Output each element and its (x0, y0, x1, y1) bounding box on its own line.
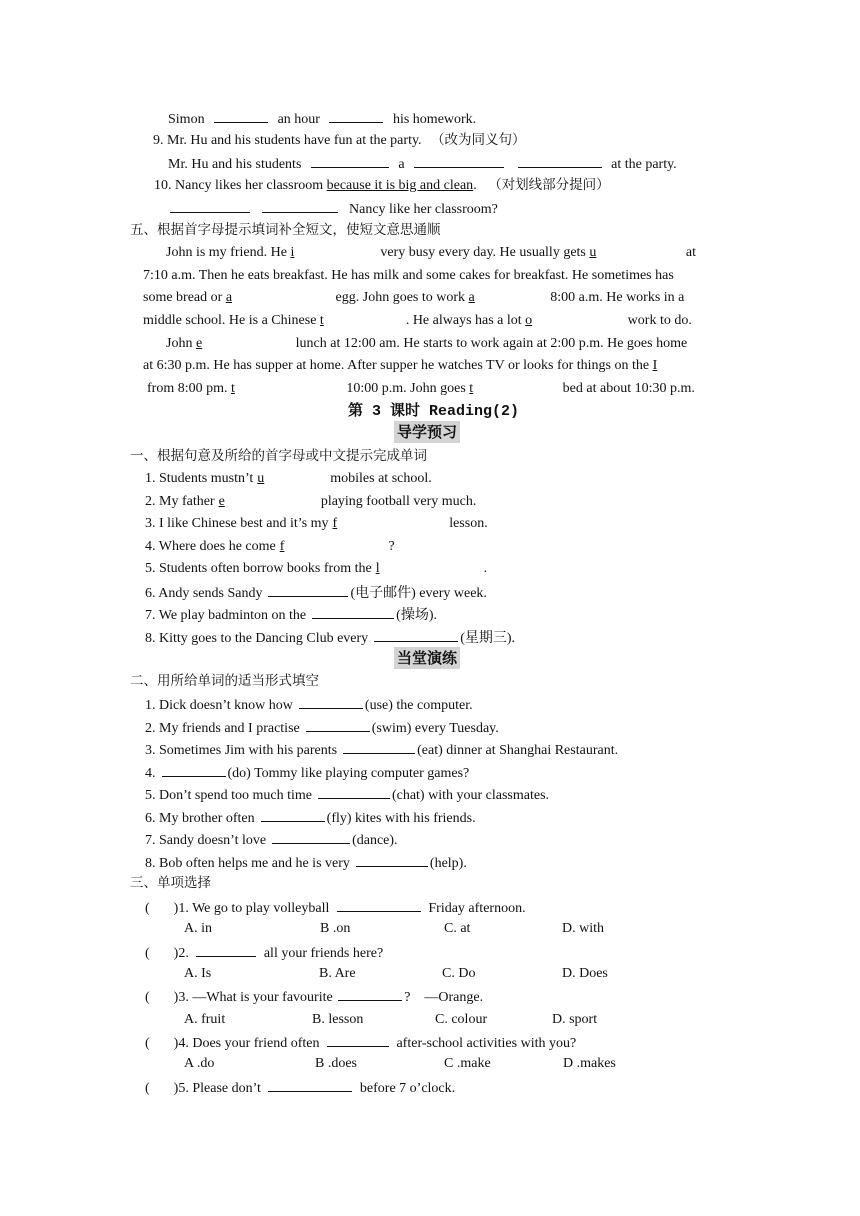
passage-line: some bread or a egg. John goes to work a 8:00 a.m. He works in a (143, 290, 685, 305)
answer-blank[interactable]: f (332, 516, 338, 531)
exercise-item: 5. Don’t spend too much time (chat) with your classmates. (145, 784, 549, 806)
section-heading: 二、用所给单词的适当形式填空 (130, 673, 319, 689)
option[interactable]: C. at (444, 921, 471, 936)
exercise-item: 4. (do) Tommy like playing computer games? (145, 762, 469, 784)
answer-blank[interactable] (214, 108, 268, 123)
answer-blank[interactable] (306, 717, 370, 732)
answer-blank[interactable] (312, 604, 394, 619)
letter-blank[interactable]: t (319, 313, 324, 328)
option[interactable]: B .on (320, 921, 351, 936)
answer-blank[interactable] (518, 153, 602, 168)
letter-blank[interactable]: u (589, 245, 597, 260)
section-box-practice: 当堂演练 (394, 647, 460, 669)
letter-blank[interactable]: i (290, 245, 295, 260)
option[interactable]: B. Are (319, 966, 356, 981)
exercise-item: 6. Andy sends Sandy (电子邮件) every week. (145, 582, 487, 604)
answer-blank[interactable] (261, 807, 325, 822)
option[interactable]: D. with (562, 921, 604, 936)
exercise-item: 1. Students mustn’t u mobiles at school. (145, 471, 432, 486)
letter-blank[interactable]: a (225, 290, 233, 305)
exercise-item: 1. Dick doesn’t know how (use) the computer. (145, 694, 473, 716)
exercise-item: 2. My father e playing football very much. (145, 493, 477, 509)
answer-blank[interactable] (374, 627, 458, 642)
option[interactable]: B .does (315, 1056, 357, 1071)
exercise-item: 4. Where does he come f ? (145, 538, 395, 554)
letter-blank[interactable]: I (652, 358, 658, 373)
letter-blank[interactable]: t (469, 381, 474, 396)
answer-blank[interactable] (262, 198, 338, 213)
letter-blank[interactable]: t (231, 381, 235, 396)
mc-question: ( )1. We go to play volleyball Friday afternoon. (145, 897, 526, 919)
passage-line: at 6:30 p.m. He has supper at home. After supper he watches TV or looks for things on the I (143, 356, 683, 376)
passage-line: middle school. He is a Chinese t . He always has a lot o work to do. (143, 313, 692, 328)
exercise-item: 6. My brother often (fly) kites with his friends. (145, 807, 476, 829)
exercise-item: 8. Bob often helps me and he is very (help). (145, 852, 467, 874)
answer-blank[interactable] (268, 582, 348, 597)
section-heading: 一、根据句意及所给的首字母或中文提示完成单词 (130, 448, 427, 464)
passage-line: John e lunch at 12:00 am. He starts to work again at 2:00 p.m. He goes home (166, 336, 688, 351)
answer-row-10: Nancy like her classroom? (170, 198, 498, 220)
option[interactable]: A. in (184, 921, 212, 936)
letter-blank[interactable]: a (468, 290, 475, 305)
answer-blank[interactable]: l (375, 561, 380, 576)
passage-line: from 8:00 pm. t 10:00 p.m. John goes t bed at about 10:30 p.m. (147, 381, 695, 396)
option[interactable]: D .makes (563, 1056, 616, 1071)
answer-blank[interactable] (329, 108, 383, 123)
section-heading: 三、单项选择 (130, 875, 211, 891)
answer-blank[interactable] (327, 1032, 389, 1047)
mc-question: ( )2. all your friends here? (145, 942, 383, 964)
exercise-item: 3. I like Chinese best and it’s my f lesson. (145, 516, 488, 531)
exercise-item: 5. Students often borrow books from the l . (145, 561, 488, 576)
answer-blank[interactable]: f (279, 538, 285, 554)
question-9: 9. Mr. Hu and his students have fun at the party. （改为同义句） (153, 132, 526, 148)
option[interactable]: A. Is (184, 966, 212, 981)
exercise-item: 8. Kitty goes to the Dancing Club every (星期三). (145, 627, 515, 649)
option[interactable]: C. Do (442, 966, 476, 981)
exercise-item: 2. My friends and I practise (swim) every Tuesday. (145, 717, 499, 739)
mc-question: ( )4. Does your friend often after-school activities with you? (145, 1032, 576, 1054)
option[interactable]: A .do (184, 1056, 215, 1071)
mc-question: ( )5. Please don’t before 7 o’clock. (145, 1077, 455, 1099)
passage-line: John is my friend. He i very busy every day. He usually gets u at (166, 245, 696, 260)
exercise-item: 3. Sometimes Jim with his parents (eat) dinner at Shanghai Restaurant. (145, 739, 618, 761)
mc-question: ( )3. —What is your favourite ? —Orange. (145, 986, 483, 1008)
underlined-phrase: because it is big and clean (326, 178, 474, 193)
answer-blank[interactable] (162, 762, 226, 777)
answer-blank[interactable] (170, 198, 250, 213)
letter-blank[interactable]: e (195, 336, 203, 351)
passage-line: 7:10 a.m. Then he eats breakfast. He has milk and some cakes for breakfast. He sometimes has (143, 268, 674, 283)
answer-blank[interactable] (414, 153, 504, 168)
exercise-item: 7. Sandy doesn’t love (dance). (145, 829, 398, 851)
answer-row-9: Mr. Hu and his students a at the party. (168, 153, 677, 175)
answer-blank[interactable] (196, 942, 256, 957)
letter-blank[interactable]: o (525, 313, 533, 328)
option[interactable]: B. lesson (312, 1012, 364, 1027)
question-10: 10. Nancy likes her classroom because it is big and clean. （对划线部分提问） (154, 177, 610, 193)
option[interactable]: C .make (444, 1056, 491, 1071)
answer-blank[interactable] (299, 694, 363, 709)
text: Simon (168, 112, 205, 127)
answer-blank[interactable] (343, 739, 415, 754)
answer-blank[interactable] (356, 852, 428, 867)
lesson-title: 第 3 课时 Reading(2) (348, 401, 520, 420)
section-box-preview: 导学预习 (394, 421, 460, 443)
answer-blank[interactable]: e (218, 493, 225, 509)
text: an hour (277, 112, 320, 127)
answer-blank[interactable] (338, 986, 402, 1001)
answer-blank[interactable] (318, 784, 390, 799)
option[interactable]: D. Does (562, 966, 608, 981)
answer-blank[interactable] (311, 153, 389, 168)
text: his homework. (392, 112, 477, 127)
option[interactable]: A. fruit (184, 1012, 226, 1027)
answer-blank[interactable] (268, 1077, 352, 1092)
answer-blank[interactable] (272, 829, 350, 844)
section-heading: 五、根据首字母提示填词补全短文，使短文意思通顺 (130, 222, 441, 238)
sentence-row (168, 108, 476, 130)
option[interactable]: C. colour (435, 1012, 488, 1027)
answer-blank[interactable] (337, 897, 421, 912)
answer-blank[interactable]: u (257, 471, 265, 486)
exercise-item: 7. We play badminton on the (操场). (145, 604, 437, 626)
option[interactable]: D. sport (552, 1012, 598, 1027)
